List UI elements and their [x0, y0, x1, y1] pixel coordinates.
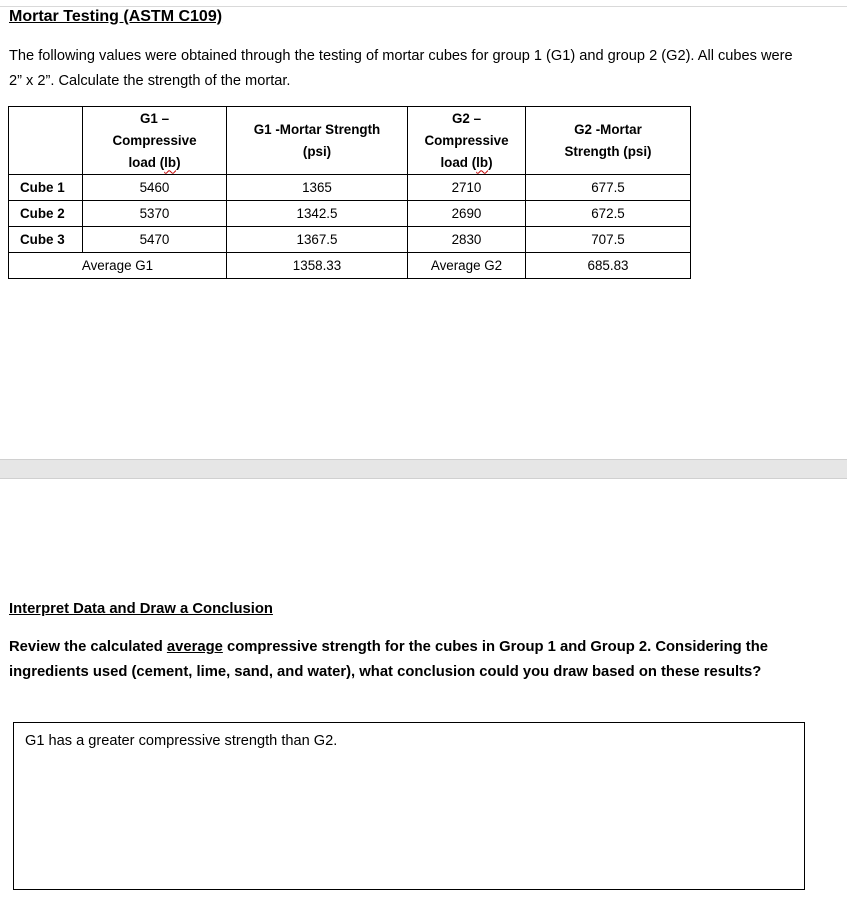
header-g1-strength	[227, 107, 408, 175]
table-average-row	[9, 253, 691, 279]
header-g2-strength-line1: G2 -Mortar	[574, 121, 642, 137]
cell-g1-strength: 1367.5	[227, 227, 408, 253]
table-header-row	[9, 107, 691, 175]
header-g2-load	[408, 107, 526, 175]
row-label: Cube 2	[9, 201, 83, 227]
header-g1-load	[83, 107, 227, 175]
emphasis-average: average	[166, 639, 223, 655]
cell-g2-load: 2830	[408, 227, 526, 253]
cell-g2-load: 2710	[408, 175, 526, 201]
row-label: Cube 1	[9, 175, 83, 201]
table-row	[9, 227, 691, 253]
mortar-data-table	[8, 106, 691, 279]
cell-g2-load: 2690	[408, 201, 526, 227]
page-top-edge	[0, 0, 847, 7]
average-g2-value: 685.83	[526, 253, 691, 279]
header-g1-load-line3: load (lb)	[128, 154, 181, 170]
header-g2-load-line1: G2 –	[451, 110, 482, 126]
header-g1-strength-line1: G1 -Mortar Strength	[253, 121, 381, 137]
cell-g2-strength: 707.5	[526, 227, 691, 253]
cell-g1-load: 5460	[83, 175, 227, 201]
average-g1-value: 1358.33	[227, 253, 408, 279]
answer-text-box[interactable]	[13, 722, 805, 890]
header-g1-load-line1: G1 –	[139, 110, 170, 126]
table-row	[9, 175, 691, 201]
header-g2-load-line3: load (lb)	[440, 154, 493, 170]
answer-text[interactable]: G1 has a greater compressive strength than G2.	[25, 733, 338, 749]
header-g2-strength-line2: Strength (psi)	[564, 143, 652, 159]
header-g1-load-line2: Compressive	[112, 132, 197, 148]
intro-paragraph: The following values were obtained through the testing of mortar cubes for group 1 (G1) and group 2 (G2). All cubes were 2” x 2”. Calculate the strength of the mortar.	[9, 48, 793, 89]
header-g1-strength-line2: (psi)	[302, 143, 332, 159]
header-g2-load-line2: Compressive	[424, 132, 509, 148]
average-g1-label: Average G1	[9, 253, 227, 279]
header-g2-strength	[526, 107, 691, 175]
document-title: Mortar Testing (ASTM C109)	[9, 8, 223, 25]
row-label: Cube 3	[9, 227, 83, 253]
cell-g2-strength: 672.5	[526, 201, 691, 227]
spellcheck-word: lb	[164, 154, 177, 170]
cell-g1-load: 5470	[83, 227, 227, 253]
page-break-gap	[0, 459, 847, 479]
spellcheck-word: lb	[476, 154, 489, 170]
conclusion-question: Review the calculated average compressive strength for the cubes in Group 1 and Group 2. Considering the ingredients used (cement, lime, sand, and water), what conclusion could you draw based on these results?	[9, 639, 768, 680]
conclusion-heading: Interpret Data and Draw a Conclusion	[9, 601, 273, 617]
header-empty-cell	[9, 107, 83, 175]
average-g2-label: Average G2	[408, 253, 526, 279]
cell-g1-strength: 1365	[227, 175, 408, 201]
cell-g2-strength: 677.5	[526, 175, 691, 201]
cell-g1-strength: 1342.5	[227, 201, 408, 227]
table-row	[9, 201, 691, 227]
cell-g1-load: 5370	[83, 201, 227, 227]
